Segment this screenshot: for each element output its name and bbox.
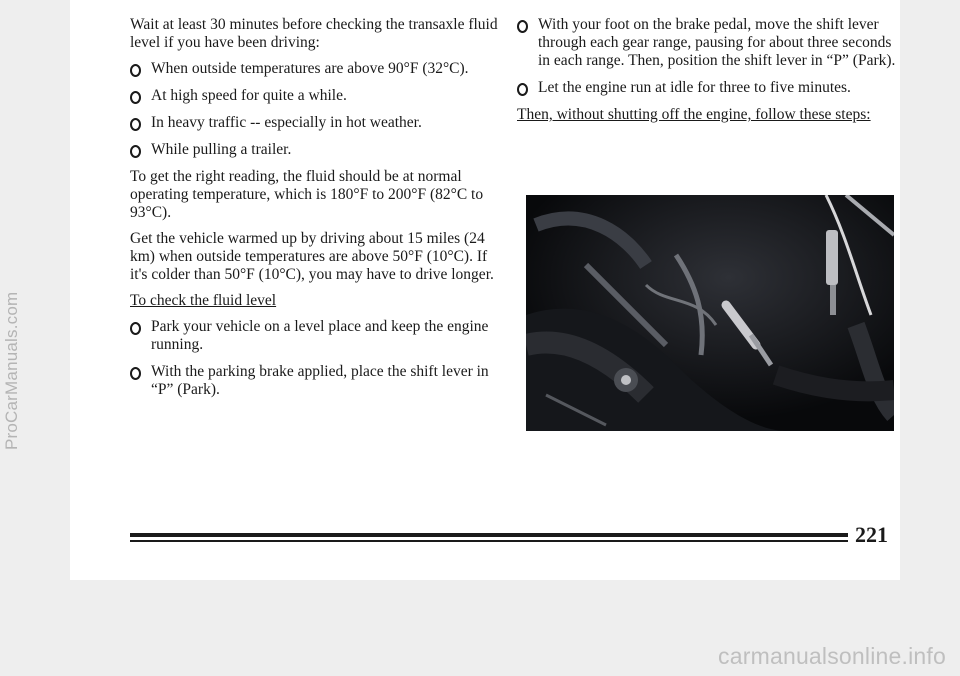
bullet-icon — [130, 91, 141, 104]
step-text: Let the engine run at idle for three to five minutes. — [538, 79, 851, 96]
step-item — [517, 16, 897, 70]
condition-item — [130, 87, 500, 105]
followup-heading: Then, without shutting off the engine, follow these steps: — [517, 106, 871, 123]
condition-item — [130, 114, 500, 132]
step-text: With your foot on the brake pedal, move the shift lever through each gear range, pausing for about three seconds in each range. Then, position the shift lever in “P” (Park). — [538, 16, 896, 69]
bullet-icon — [517, 20, 528, 33]
engine-photo-icon — [526, 195, 894, 431]
side-watermark-text: ProCarManuals.com — [2, 291, 21, 450]
bullet-icon — [130, 367, 141, 380]
step-item — [517, 79, 897, 97]
page-number: 221 — [855, 522, 888, 547]
check-step-item — [130, 318, 500, 354]
footer-rule-thick — [130, 533, 848, 537]
condition-text: When outside temperatures are above 90°F (32°C). — [151, 60, 469, 77]
intro-paragraph: Wait at least 30 minutes before checking the transaxle fluid level if you have been driving: — [130, 16, 498, 51]
condition-text: In heavy traffic -- especially in hot weather. — [151, 114, 422, 131]
right-column — [517, 16, 897, 132]
bullet-icon — [130, 64, 141, 77]
check-step-item — [130, 363, 500, 399]
bullet-icon — [130, 145, 141, 158]
bullet-icon — [130, 118, 141, 131]
check-step-text: With the parking brake applied, place the shift lever in “P” (Park). — [151, 363, 489, 398]
bottom-watermark: carmanualsonline.info — [718, 643, 946, 669]
check-fluid-heading: To check the fluid level — [130, 292, 277, 309]
footer-rule-thin — [130, 540, 848, 542]
condition-item — [130, 60, 500, 78]
bullet-icon — [517, 83, 528, 96]
bullet-icon — [130, 322, 141, 335]
condition-text: At high speed for quite a while. — [151, 87, 347, 104]
check-step-text: Park your vehicle on a level place and keep the engine running. — [151, 318, 489, 353]
temperature-paragraph: To get the right reading, the fluid should be at normal operating temperature, which is 180°F to 200°F (82°C to 93°C). — [130, 168, 484, 221]
condition-text: While pulling a trailer. — [151, 141, 292, 158]
warmup-paragraph: Get the vehicle warmed up by driving about 15 miles (24 km) when outside temperatures are above 50°F (10°C). If it's colder than 50°F (10°C), you may have to drive longer. — [130, 230, 494, 283]
condition-item — [130, 141, 500, 159]
engine-photo — [526, 195, 894, 431]
side-watermark — [0, 0, 30, 676]
left-column — [130, 16, 500, 408]
